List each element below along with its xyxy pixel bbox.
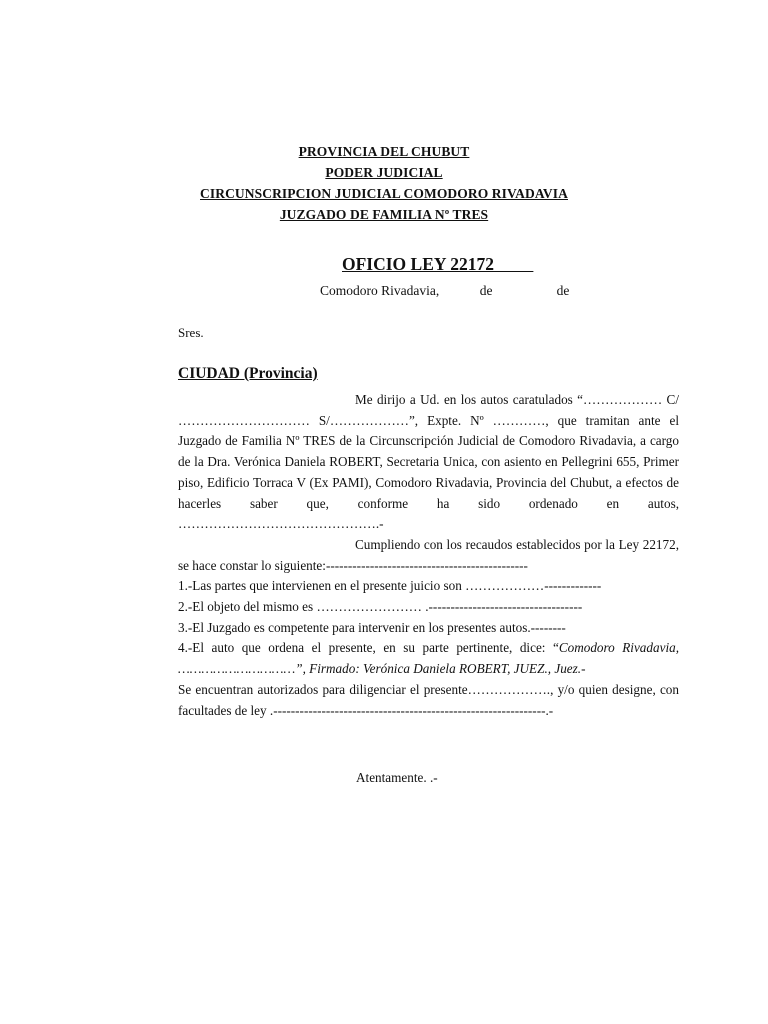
- list-item-competence: 3.-El Juzgado es competente para intervenir en los presentes autos.--------: [178, 619, 566, 635]
- list-item-object: 2.-El objeto del mismo es …………………… .-----------------------------------: [178, 599, 583, 615]
- list-item-order: [178, 638, 679, 679]
- requirements-paragraph: Cumpliendo con los recaudos establecidos por la Ley 22172, se hace constar lo siguiente:----------------------------------------------: [178, 536, 679, 573]
- closing-line: Atentamente. .-: [356, 770, 438, 785]
- letter-body: [178, 390, 679, 721]
- header-court: JUZGADO DE FAMILIA Nº TRES: [279, 207, 489, 222]
- document-title: OFICIO LEY 22172: [342, 254, 534, 274]
- recipient-heading: CIUDAD (Provincia): [178, 365, 318, 382]
- list-item-parties: 1.-Las partes que intervienen en el presente juicio son ………………-------------: [178, 578, 602, 594]
- authorization-paragraph: Se encuentran autorizados para diligenciar el presente………………., y/o quien designe, con facultades de ley .--------------------------------------------------------------.-: [178, 681, 679, 718]
- header-judicial-power: PODER JUDICIAL: [325, 165, 443, 180]
- order-quote: Comodoro Rivadavia, …………………………”, Firmado: Verónica Daniela ROBERT, JUEZ., Juez.-: [178, 640, 679, 677]
- order-prefix: 4.-El auto que ordena el presente, en su parte pertinente, dice: “: [178, 640, 559, 656]
- court-header: [0, 141, 768, 225]
- salutation: Sres.: [178, 325, 204, 340]
- header-circumscription: CIRCUNSCRIPCION JUDICIAL COMODORO RIVADAVIA: [200, 186, 568, 201]
- intro-paragraph: Me dirijo a Ud. en los autos caratulados “……………… C/ ………………………… S/………………”, Expte. Nº …………, que tramitan ante el Juzgado de Familia Nº TRES de la Circunscripción Judicial de Comodoro Rivadavia, a cargo de la Dra. Verónica Daniela ROBERT, Secretaria Unica, con asiento en Pellegrini 655, Primer piso, Edificio Torraca V (Ex PAMI), Comodoro Rivadavia, Provincia del Chubut, a efectos de hacerles saber que, conforme ha sido ordenado en autos, ……………………………………….-: [178, 392, 679, 532]
- date-line: Comodoro Rivadavia, de de: [320, 283, 570, 298]
- header-province: PROVINCIA DEL CHUBUT: [298, 144, 470, 159]
